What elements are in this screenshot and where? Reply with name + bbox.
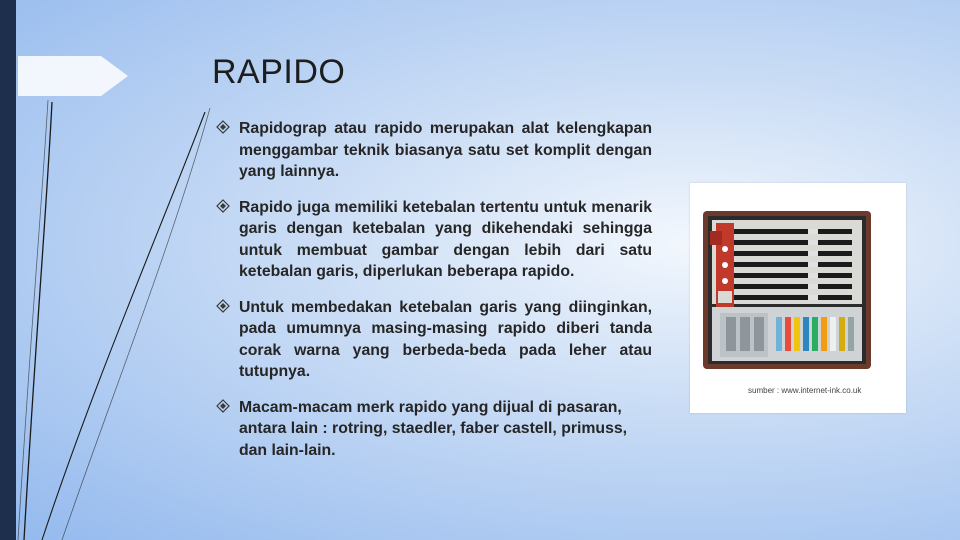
rapido-set-photo [690,183,906,413]
bullet-item [214,197,652,283]
photo-caption: sumber : www.internet-ink.co.uk [748,386,862,395]
bullet-item [214,297,652,383]
bullet-text: Rapido juga memiliki ketebalan tertentu untuk menarik garis dengan ketebalan yang dikehendaki sehingga untuk membuat gambar dengan lebih dari satu ketebalan garis, diperlukan beberapa rapido. [239,198,652,280]
diamond-outline-icon [216,299,230,313]
color-caps [776,317,854,351]
diamond-outline-icon [216,199,230,213]
bullet-text: Macam-macam merk rapido yang dijual di pasaran, antara lain : rotring, staedler, faber castell, primuss, dan lain-lain. [239,398,628,459]
diamond-outline-icon [216,399,230,413]
bullet-text: Untuk membedakan ketebalan garis yang diinginkan, pada umumnya masing-masing rapido diberi tanda corak warna yang berbeda-beda pada leher atau tutupnya. [239,298,652,380]
decorative-curve [62,108,210,540]
bullet-text: Rapidograp atau rapido merupakan alat kelengkapan menggambar teknik biasanya satu set komplit dengan yang lainnya. [239,120,652,180]
rapido-set-illustration [690,183,906,413]
slide-title: RAPIDO [212,53,346,91]
bullet-item [214,118,652,183]
arrow-shape [18,56,128,96]
decorative-curve [18,100,48,540]
bullet-list [214,118,652,475]
decorative-curve [42,112,205,540]
bullet-item [214,397,652,462]
decorative-curve [24,102,52,540]
diamond-outline-icon [216,120,230,134]
left-accent-bar [0,0,16,540]
